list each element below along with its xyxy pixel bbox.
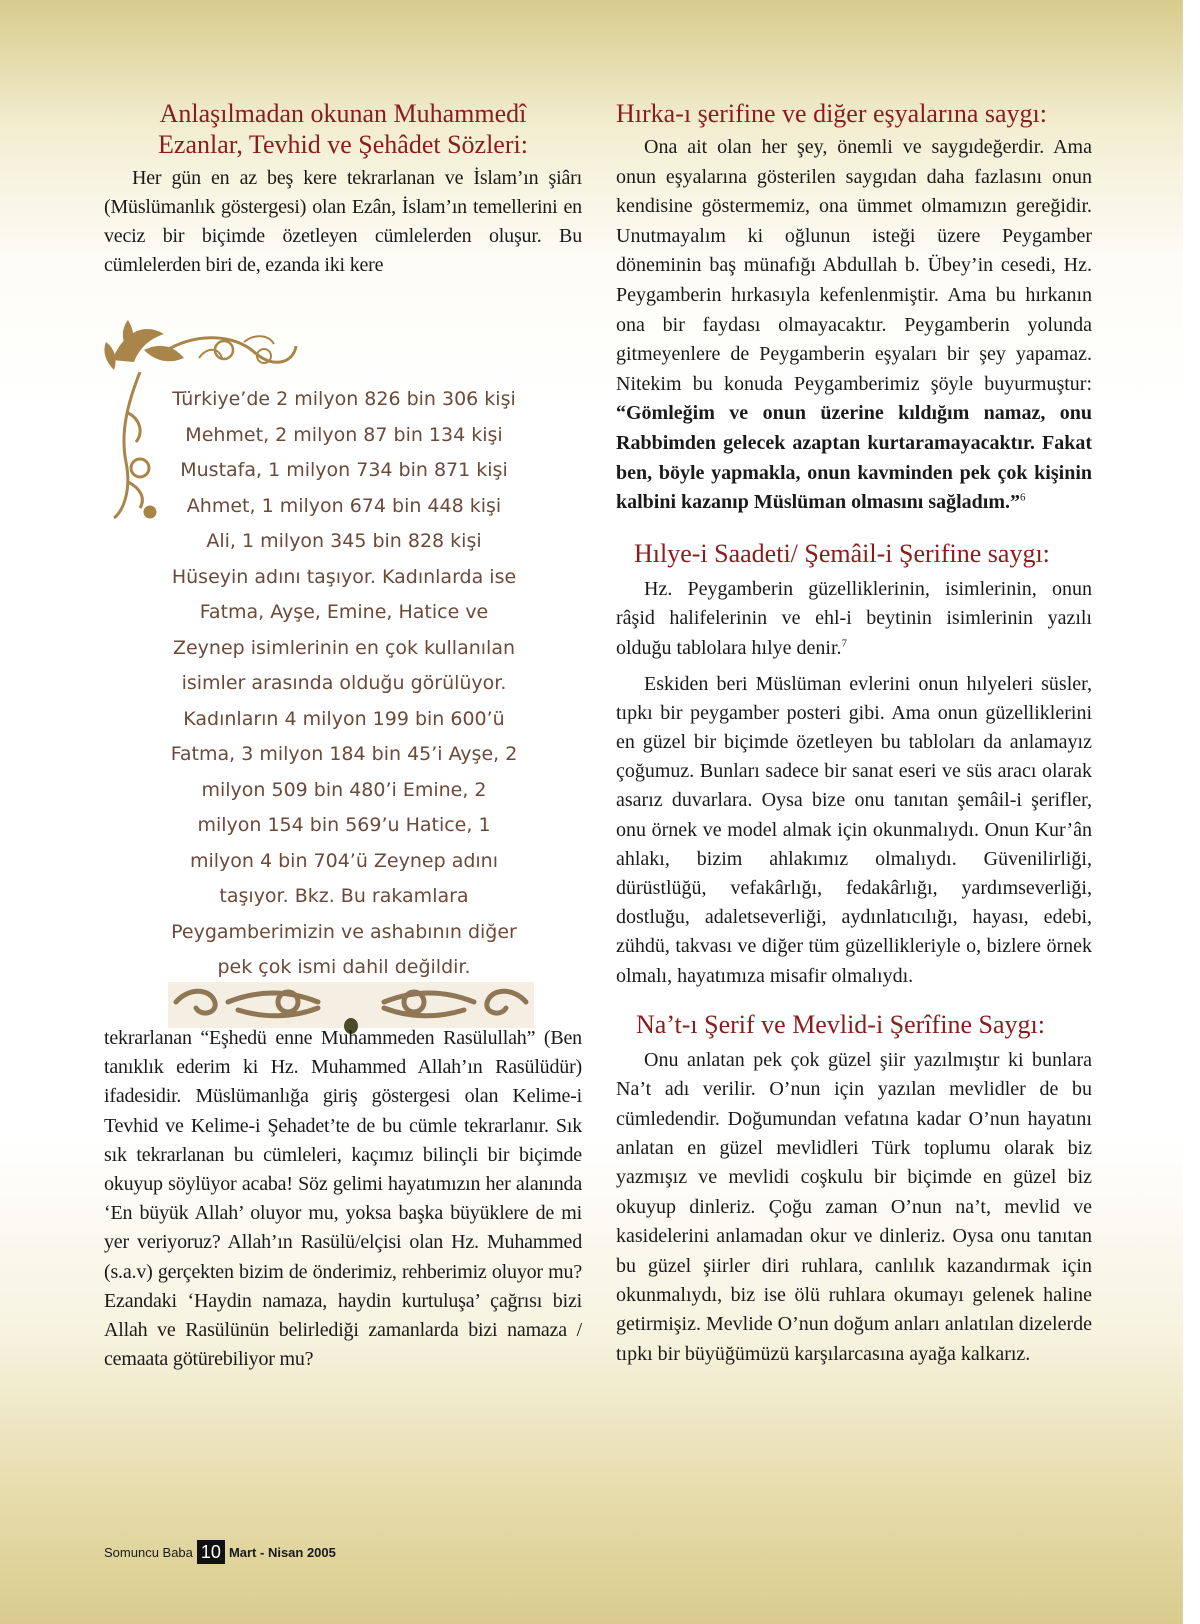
paragraph-sehadet: tekrarlanan “Eşhedü enne Muhammeden Rasülullah” (Ben tanıklık ederim ki Hz. Muhammed Allah’ın Rasülüdür) ifadesidir. Müslümanlığa giriş göstergesi olan Kelime-i Tevhid ve Kelime-i Şehadet’te de bu cümle tekrarlanır. Sık sık tekrarlanan bu cümleleri, kaçımız bilinçli bir biçimde okuyup söylüyor acaba! Söz gelimi hayatımızın her alanında ‘En büyük Allah’ oluyor mu, yoksa başka büyüklere de mi yer veriyoruz? Allah’ın Rasülü/elçisi olan Hz. Muhammed (s.a.v) gerçekten bizim de önderimiz, rehberimiz oluyor mu? Ezandaki ‘Haydin namaza, haydin kurtuluşa’ çağrısı bizi Allah ve Rasülünün belirlediği zamanlarda bizi namaza / cemaata götürebiliyor mu?: [104, 1027, 582, 1371]
issue-date: Mart - Nisan 2005: [228, 1544, 336, 1560]
section-heading-ezan: Anlaşılmadan okunan Muhammedî Ezanlar, Tevhid ve Şehâdet Sözleri:: [158, 99, 528, 159]
paragraph-ezan-intro: Her gün en az beş kere tekrarlanan ve İslam’ın şiârı (Müslümanlık göstergesi) olan Ezân, İslam’ın temellerini en veciz bir biçimde özetleyen cümlelerden oluşur. Bu cümlelerden biri de, ezanda iki kere: [104, 167, 582, 276]
left-column: [104, 98, 582, 280]
section-heading-hilye: Hılye-i Saadeti/ Şemâil-i Şerifine saygı:: [634, 538, 1050, 568]
footnote-7: 7: [841, 637, 847, 650]
page-number: 10: [197, 1540, 225, 1564]
left-column-continued: [104, 1024, 582, 1374]
section-heading-nat-mevlid: Na’t-ı Şerif ve Mevlid-i Şerîfine Saygı:: [636, 1009, 1045, 1039]
paragraph-hilye-definition: [616, 575, 1092, 664]
floral-ornament-side: [110, 372, 160, 522]
page-footer: [104, 1540, 336, 1564]
paragraph-nat-mevlid: Onu anlatan pek çok güzel şiir yazılmıştır ki bunlara Na’t adı verilir. O’nun için yazılan mevlidler de bu cümledendir. Doğumundan vefatına kadar O’nun hayatını anlatan en güzel mevlidleri Türk toplumu olarak biz yazmışız ve mevlidi coşkulu bir biçimde en güzel biz okuyup dinleriz. Çoğu zaman O’nun na’t, mevlid ve kasidelerini anlamadan okur ve dinleriz. Oysa onu tanıtan bu güzel şiirler diri ruhlara, canlılık kazandırmak için okunmalıydı, biz ise ölü ruhlara okumayı gelenek haline getirmişiz. Mevlide O’nun doğum anları anlatılan dizelerde tıpkı bir büyüğümüzü karşılarcasına ayağa kalkarız.: [616, 1048, 1092, 1365]
hadith-quote: “Gömleğim ve onun üzerine kıldığım namaz, onu Rabbimden gelecek azaptan kurtaramayacaktır. Fakat ben, böyle yapmakla, onun kavminden pek çok kişinin kalbini kazanıp Müslüman olmasını sağladım.”: [616, 402, 1092, 514]
section-heading-hirka: Hırka-ı şerifine ve diğer eşyalarına saygı:: [616, 99, 1047, 128]
magazine-name: Somuncu Baba: [104, 1544, 193, 1560]
paragraph-hilye-meaning: Eskiden beri Müslüman evlerini onun hılyeleri süsler, tıpkı bir peygamber posteri gibi. Ama onun güzelliklerini en güzel bir biçimde özetleyen bu tabloları da anlamayız çoğumuz. Bunları sadece bir sanat eseri ve süs aracı olarak asarız duvarlara. Oysa bize onu tanıtan şemâil-i şerifler, onu örnek ve model almak için okunmalıydı. Onun Kur’ân ahlakı, bizim ahlakımız olmalıydı. Güvenilirliği, dürüstlüğü, vefakârlığı, fedakârlığı, yardımseverliği, dostluğu, adaletseverliği, aydınlatıcılığı, hayası, edebi, zühdü, takvası ve diğer tüm güzellikleriyle o, bizlere örnek olmalı, hayatımıza misafir olmalıydı.: [616, 672, 1092, 987]
statistics-sidebar-box: [104, 312, 528, 1038]
right-column: [616, 98, 1092, 1369]
paragraph-hirka: [616, 133, 1092, 518]
footnote-6: 6: [1020, 491, 1026, 504]
page-edge: [1183, 0, 1200, 1624]
statistics-names-text: Türkiye’de 2 milyon 826 bin 306 kişi Mehmet, 2 milyon 87 bin 134 kişi Mustafa, 1 milyon 734 bin 871 kişi Ahmet, 1 milyon 674 bin 448 kişi Ali, 1 milyon 345 bin 828 kişi Hüseyin adını taşıyor. Kadınlarda ise Fatma, Ayşe, Emine, Hatice ve Zeynep isimlerinin en çok kullanılan isimler arasında olduğu görülüyor. Kadınların 4 milyon 199 bin 600’ü Fatma, 3 milyon 184 bin 45’i Ayşe, 2 milyon 509 bin 480’i Emine, 2 milyon 154 bin 569’u Hatice, 1 milyon 4 bin 704’ü Zeynep adını taşıyor. Bkz. Bu rakamlara Peygamberimizin ve ashabının diğer pek çok ismi dahil değildir.: [170, 388, 518, 978]
paragraph-hirka-text: Ona ait olan her şey, önemli ve saygıdeğerdir. Ama onun eşyalarına gösterilen saygıdan daha fazlasını onun kendisine göstermemiz, ona ümmet olmamızın gereğidir. Unutmayalım ki oğlunun isteği üzere Peygamber döneminin baş münafığı Abdullah b. Übey’in cesedi, Hz. Peygamberin hırkasıyla kefenlenmiştir. Ama bu hırkanın ona bir faydası olmayacaktır. Peygamberin yolunda gitmeyenlere de Peygamberin eşyaları bir şey yapamaz. Nitekim bu konuda Peygamberimiz şöyle buyurmuştur:: [616, 136, 1092, 395]
paragraph-hilye-text: Hz. Peygamberin güzelliklerinin, isimlerinin, onun râşid halifelerinin ve ehl-i beytinin isimlerinin yazılı olduğu tablolara hılye denir.: [616, 577, 1092, 659]
